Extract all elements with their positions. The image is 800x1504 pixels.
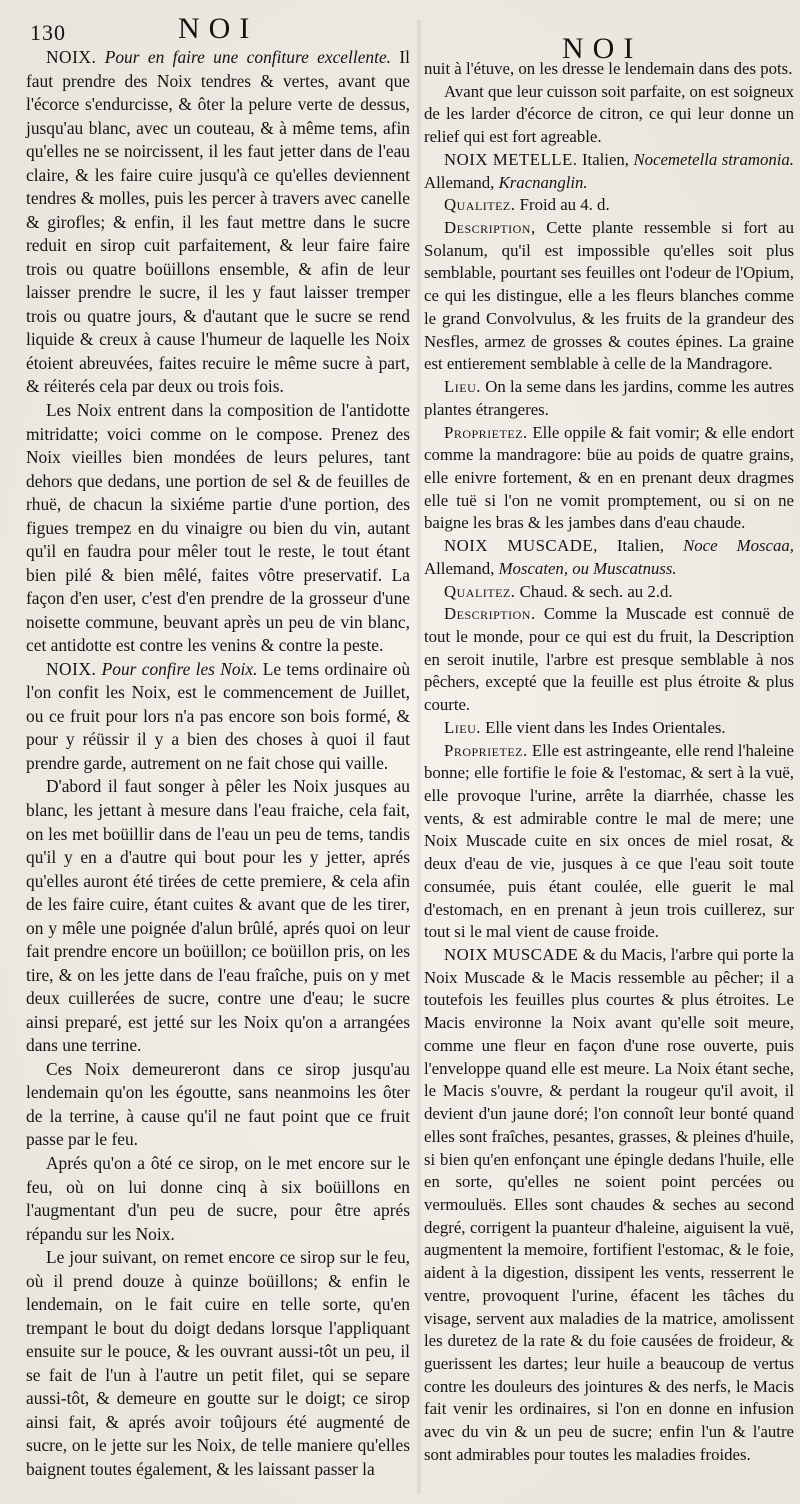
paragraph-text: nuit à l'étuve, on les dresse le lendemain dans des pots. xyxy=(424,59,793,78)
section-label: Lieu. xyxy=(444,717,481,737)
right-column-paragraph xyxy=(424,603,794,717)
right-column-paragraph xyxy=(424,740,794,944)
right-column xyxy=(424,58,794,1467)
paragraph-text: Allemand, xyxy=(424,172,495,192)
right-column-paragraph xyxy=(424,58,794,81)
paragraph-text: Le tems ordinaire où l'on confit les Noix, est le commencement de Juillet, ou ce fruit pour lors n'a pas encore son bois formé, & pour y réüssir il y a bien des choses à quoi il faut prendre garde, autrement on ne fait chose qui vaille. xyxy=(26,658,411,773)
paragraph-text: Chaud. & sech. au 2.d. xyxy=(519,581,673,601)
italic-term: Nocemetella stramonia. xyxy=(633,149,794,169)
right-column-paragraph xyxy=(424,717,794,740)
italic-term: Moscaten, ou Muscatnuss. xyxy=(498,558,677,578)
section-label: Proprietez. xyxy=(444,422,528,442)
entry-subtitle: Pour confire les Noix. xyxy=(101,658,258,679)
section-label: Qualitez. xyxy=(444,581,516,601)
left-column-paragraph xyxy=(26,775,410,1057)
left-column-paragraph xyxy=(26,1058,410,1152)
right-column-paragraph xyxy=(424,535,794,580)
paragraph-text: Elle est astringeante, elle rend l'haleine bonne; elle fortifie le foie & l'estomac, & sert à la vuë, elle provoque l'urine, arrête la diarrhée, chasse les vents, & est admirable contre le mal de mere; une Noix Muscade cuite en six onces de miel rosat, & deux d'eau de vie, jusques à ce que l'eau soit toute consumée, puis étant coulée, elle guerit le mal d'estomach, en en prenant à jeun trois cuillerez, sur tout si le mal vient de cause froide. xyxy=(424,740,794,942)
page-number: 130 xyxy=(30,20,66,45)
paragraph-text: On la seme dans les jardins, comme les autres plantes étrangeres. xyxy=(424,377,794,419)
paragraph-text: Froid au 4. d. xyxy=(519,195,610,215)
page-gutter xyxy=(416,20,422,1494)
left-column-paragraph xyxy=(26,46,410,399)
paragraph-text: & du Macis, l'arbre qui porte la Noix Muscade & le Macis ressemble au pêcher; il a toutefois les feuilles plus courtes & plus étroites. Le Macis environne la Noix avant qu'elle soit meure, comme une fleur en façon d'une rose ouverte, puis l'enveloppe quand elle est meure. La Noix étant seche, le Macis s'ouvre, & perdant la rougeur qu'il avoit, il devient d'un jaune doré; l'on connoît leur bonté quand elles sont fraîches, pesantes, grasses, & pleines d'huile, si bien qu'en enfonçant une épingle dedans l'huile, elle en sorte, qu'elles ne soient point percées ou vermouluës. Elles sont chaudes & seches au second degré, corrigent la puanteur d'haleine, aiguisent la vuë, augmentent la memoire, fortifient l'estomac, & le foie, aident à la digestion, dissipent les vents, resserrent le ventre, provoquent l'urine, éfacent les tâches du visage, servent aux maladies de la matrice, amolissent les duretez de la rate & du foie causées de froideur, & guerissent les dartes; leur huile a beaucoup de vertus contre les douleurs des jointures & des nerfs, le Macis fait venir les ordinaires, si l'on en donne en infusion avec du vin & un peu de sucre; enfin l'un & l'autre sont admirables pour toutes les maladies froides. xyxy=(424,945,794,1464)
section-label: Lieu. xyxy=(444,377,481,397)
paragraph-text: Italien, xyxy=(616,536,664,556)
section-label: Description. xyxy=(444,604,536,624)
entry-headword: NOIX. xyxy=(46,658,97,679)
left-column-paragraph xyxy=(26,1152,410,1246)
paragraph-text: Les Noix entrent dans la composition de l'antidotte mitridatte; voici comme on le compose. Prenez des Noix vieilles bien mondées de leurs pelures, tant dehors que dedans, une portion de sel & de feuilles de rhuë, de chacun la sixiéme partie d'une portion, des figues trempez en du vinaigre ou bien du vin, autant qu'il en faudra pour mêler tout le reste, le tout étant bien pilé & bien mêlé, faites vôtre preservatif. La façon d'en user, c'est d'en prendre de la grosseur d'une noisette commune, beuvant après un peu de vin blanc, cet antidotte est contre les venins & contre la peste. xyxy=(26,399,410,656)
entry-headword: NOIX. xyxy=(46,47,97,67)
entry-subtitle: Pour en faire une confiture excellente. xyxy=(104,47,392,67)
italic-term: Noce Moscaa, xyxy=(683,536,794,556)
section-label: Description, xyxy=(444,218,536,238)
left-column-paragraph xyxy=(26,399,410,658)
right-column-paragraph xyxy=(424,376,794,421)
paragraph-text: Elle oppile & fait vomir; & elle endort comme la mandragore: büe au poids de quatre grains, elle enivre fortement, & en en prenant deux dragmes elle tuë si l'on ne vomit promptement, ou si on ne baigne les bras & les jambes dans d'eau chaude. xyxy=(424,422,794,533)
paragraph-text: Il faut prendre des Noix tendres & vertes, avant que l'écorce s'endurcisse, & ôter la pelure verte de dessus, jusqu'au blanc, avec un couteau, & à même tems, afin qu'elles ne se noircissent, il les faut jetter dans de l'eau claire, & les faire cuire jusqu'à ce qu'elles deviennent tendres & molles, puis les percer à travers avec canelle & girofles; & enfin, il les faut mettre dans le sucre reduit en sirop cuit parfaitement, & leur faire faire trois ou quatre boüillons ensemble, & afin de leur laisser prendre le sucre, il les y faut laisser tremper trois ou quatre jours, & d'autant que le sucre se rend liquide & creux à cause l'humeur de laquelle les Noix étoient abreuvées, faites recuire le même sucre à part, & réiterés cela par deux ou trois fois. xyxy=(26,47,411,397)
paragraph-text: Aprés qu'on a ôté ce sirop, on le met encore sur le feu, où on lui donne cinq à six boüillons en l'augmentant d'un peu de sucre, pour être aprés répandu sur les Noix. xyxy=(26,1152,410,1244)
running-head-left: NOI xyxy=(178,12,259,45)
right-column-paragraph xyxy=(424,217,794,376)
paragraph-text: Italien, xyxy=(581,149,629,169)
paragraph-text: Cette plante ressemble si fort au Solanum, qu'il est impossible qu'elles soit plus semblable, pourtant ses feuilles ont l'odeur de l'Opium, ce qui les distingue, elle a les fleurs blanches comme le grand Convolvulus, & les fruits de la grandeur des Nesfles, armez de grosses & coutes épines. La graine est entierement semblable à celle de la Mandragore. xyxy=(424,218,794,374)
right-column-paragraph xyxy=(424,581,794,604)
section-label: Proprietez. xyxy=(444,740,528,760)
paragraph-text: Avant que leur cuisson soit parfaite, on est soigneux de les larder d'écorce de citron, ce qui leur donne un relief qui est fort agreable. xyxy=(424,81,794,147)
right-column-paragraph xyxy=(424,194,794,217)
entry-headword: NOIX MUSCADE xyxy=(444,945,579,965)
right-column-paragraph xyxy=(424,944,794,1467)
paragraph-text: Allemand, xyxy=(424,558,495,578)
running-head-right: NOI xyxy=(562,32,643,65)
paragraph-text: D'abord il faut songer à pêler les Noix jusques au blanc, les jettant à mesure dans l'eau fraiche, cela fait, on les met boüillir dans de l'eau un peu de tems, tandis qu'il y en a d'autre qui bout pour les y jetter, aprés qu'elles auront été tirées de cette premiere, & cela afin de les faire cuire, étant cuites & avant que de les tirer, on y mêle une poignée d'alun brûlé, aprés quoi on leur fait prendre encore un boüillon; ce boüillon pris, on les tire, & on les jette dans de l'eau fraîche, puis on y met deux cuillerées de sucre, contre une d'eau; le sucre ainsi preparé, est jetté sur les Noix qu'on a arrangées dans une terrine. xyxy=(26,776,410,1056)
left-column xyxy=(26,46,410,1481)
paragraph-text: Comme la Muscade est connuë de tout le monde, pour ce qui est du fruit, la Description en seroit inutile, l'arbre est presque semblable à nos pêchers, excepté que la feuille est plus étroite & plus courte. xyxy=(424,604,794,715)
section-label: Qualitez. xyxy=(444,195,516,215)
right-column-paragraph xyxy=(424,422,794,536)
italic-term: Kracnanglin. xyxy=(498,172,588,192)
right-column-paragraph xyxy=(424,81,794,149)
paragraph-text: Le jour suivant, on remet encore ce sirop sur le feu, où il prend douze à quinze boüillons; & enfin le lendemain, on le fait cuire en telle sorte, qu'en trempant le bout du doigt dedans lorsque l'appliquant ensuite sur le pouce, & les ouvrant aussi-tôt un peu, il se fait de l'un à l'autre un petit filet, qui se separe aussi-tôt, & demeure en goutte sur le doigt; ce sirop ainsi fait, & aprés avoir toûjours été augmenté de sucre, on le jette sur les Noix, de telle maniere qu'elles baignent toutes également, & les laissant passer la xyxy=(26,1247,410,1479)
entry-headword: NOIX METELLE. xyxy=(444,149,578,169)
left-column-paragraph xyxy=(26,1246,410,1481)
paragraph-text: Ces Noix demeureront dans ce sirop jusqu'au lendemain qu'on les égoutte, sans neanmoins les ôter de la terrine, à cause qu'il ne faut point que ce fruit passe par le feu. xyxy=(26,1058,410,1150)
left-column-paragraph xyxy=(26,658,410,776)
paragraph-text: Elle vient dans les Indes Orientales. xyxy=(485,717,726,737)
entry-headword: NOIX MUSCADE, xyxy=(444,536,598,556)
right-column-paragraph xyxy=(424,149,794,194)
